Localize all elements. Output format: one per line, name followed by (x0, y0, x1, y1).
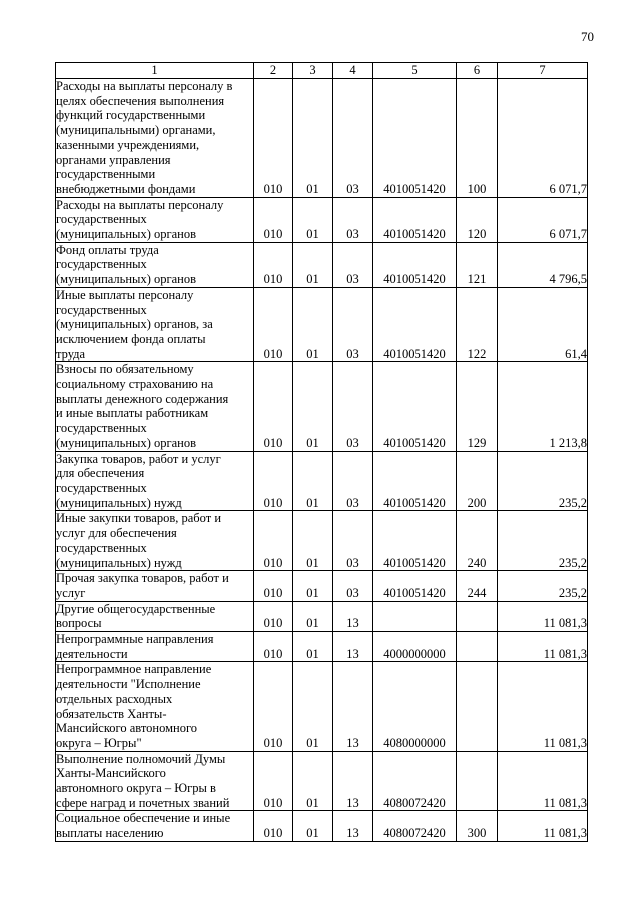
section-cell: 01 (293, 632, 333, 662)
table-row (56, 662, 588, 751)
row-label (56, 287, 254, 362)
subsection-cell: 13 (333, 632, 373, 662)
target-article-cell: 4010051420 (373, 362, 457, 451)
table-row (56, 197, 588, 242)
target-article-cell: 4080072420 (373, 751, 457, 811)
expense-type-cell: 120 (457, 197, 498, 242)
target-article-cell: 4080072420 (373, 811, 457, 841)
subsection-cell: 13 (333, 751, 373, 811)
row-label-line: (муниципальных) нужд (56, 495, 182, 510)
expense-type-cell: 122 (457, 287, 498, 362)
row-label (56, 451, 254, 511)
row-label-line: для обеспечения (56, 466, 145, 481)
row-label-line: Ханты-Мансийского (56, 766, 166, 781)
table-row (56, 511, 588, 571)
target-article-cell: 4010051420 (373, 79, 457, 198)
target-article-cell: 4000000000 (373, 632, 457, 662)
row-label-line: (муниципальных) органов (56, 227, 197, 242)
page-number: 70 (581, 29, 594, 44)
row-label-line: Прочая закупка товаров, работ и (56, 571, 229, 586)
section-cell: 01 (293, 287, 333, 362)
row-label-line: (муниципальных) органов, за (56, 317, 213, 332)
row-label-line: Непрограммные направления (56, 632, 214, 647)
row-label-line: выплаты денежного содержания (56, 391, 229, 406)
budget-table (55, 62, 588, 842)
amount-cell: 11 081,3 (498, 811, 588, 841)
code-cell: 010 (254, 451, 293, 511)
header-col-4: 4 (333, 63, 373, 79)
amount-cell: 11 081,3 (498, 662, 588, 751)
code-cell: 010 (254, 79, 293, 198)
row-label-line: функций государственными (56, 108, 206, 123)
row-label-line: Закупка товаров, работ и услуг (56, 451, 221, 466)
amount-cell: 11 081,3 (498, 751, 588, 811)
row-label (56, 197, 254, 242)
code-cell: 010 (254, 511, 293, 571)
expense-type-cell (457, 662, 498, 751)
code-cell: 010 (254, 811, 293, 841)
row-label-line: Иные закупки товаров, работ и (56, 511, 222, 526)
row-label-line: выплаты населению (56, 826, 164, 841)
target-article-cell: 4080000000 (373, 662, 457, 751)
table-row (56, 632, 588, 662)
row-label-line: государственными (56, 167, 156, 182)
row-label (56, 811, 254, 841)
target-article-cell: 4010051420 (373, 451, 457, 511)
row-label-line: Фонд оплаты труда (56, 242, 159, 257)
row-label-line: Расходы на выплаты персоналу (56, 197, 224, 212)
section-cell: 01 (293, 811, 333, 841)
header-col-3: 3 (293, 63, 333, 79)
section-cell: 01 (293, 751, 333, 811)
table-row (56, 287, 588, 362)
code-cell: 010 (254, 197, 293, 242)
section-cell: 01 (293, 571, 333, 601)
code-cell: 010 (254, 632, 293, 662)
row-label (56, 571, 254, 601)
table-row (56, 362, 588, 451)
expense-type-cell: 240 (457, 511, 498, 571)
row-label-line: отдельных расходных (56, 691, 173, 706)
table-row (56, 751, 588, 811)
code-cell: 010 (254, 601, 293, 631)
amount-cell: 235,2 (498, 571, 588, 601)
row-label-line: автономного округа – Югры в (56, 781, 216, 796)
row-label-line: государственных (56, 540, 147, 555)
row-label-line: Выполнение полномочий Думы (56, 751, 226, 766)
table-row (56, 601, 588, 631)
amount-cell: 235,2 (498, 451, 588, 511)
row-label-line: социальному страхованию на (56, 377, 214, 392)
subsection-cell: 03 (333, 79, 373, 198)
section-cell: 01 (293, 362, 333, 451)
subsection-cell: 03 (333, 571, 373, 601)
code-cell: 010 (254, 662, 293, 751)
row-label (56, 511, 254, 571)
row-label (56, 242, 254, 287)
header-col-5: 5 (373, 63, 457, 79)
amount-cell: 235,2 (498, 511, 588, 571)
header-col-6: 6 (457, 63, 498, 79)
row-label-line: целях обеспечения выполнения (56, 93, 225, 108)
row-label-line: внебюджетными фондами (56, 181, 196, 196)
row-label-line: Социальное обеспечение и иные (56, 811, 231, 826)
subsection-cell: 03 (333, 511, 373, 571)
code-cell: 010 (254, 242, 293, 287)
table-body (56, 79, 588, 842)
row-label-line: округа – Югры" (56, 735, 142, 750)
amount-cell: 6 071,7 (498, 197, 588, 242)
expense-type-cell: 129 (457, 362, 498, 451)
row-label (56, 751, 254, 811)
subsection-cell: 03 (333, 362, 373, 451)
expense-type-cell: 100 (457, 79, 498, 198)
code-cell: 010 (254, 571, 293, 601)
amount-cell: 1 213,8 (498, 362, 588, 451)
expense-type-cell (457, 632, 498, 662)
code-cell: 010 (254, 287, 293, 362)
row-label-line: Расходы на выплаты персоналу в (56, 79, 233, 93)
table-row (56, 571, 588, 601)
row-label-line: государственных (56, 480, 147, 495)
row-label-line: обязательств Ханты- (56, 706, 167, 721)
expense-type-cell: 200 (457, 451, 498, 511)
section-cell: 01 (293, 79, 333, 198)
section-cell: 01 (293, 601, 333, 631)
table-row (56, 242, 588, 287)
row-label-line: Непрограммное направление (56, 662, 212, 677)
target-article-cell: 4010051420 (373, 242, 457, 287)
header-col-1: 1 (56, 63, 254, 79)
row-label-line: казенными учреждениями, (56, 137, 200, 152)
subsection-cell: 13 (333, 601, 373, 631)
row-label-line: государственных (56, 302, 147, 317)
row-label-line: государственных (56, 257, 147, 272)
section-cell: 01 (293, 662, 333, 751)
amount-cell: 11 081,3 (498, 632, 588, 662)
row-label-line: Взносы по обязательному (56, 362, 194, 377)
subsection-cell: 03 (333, 197, 373, 242)
expense-type-cell (457, 601, 498, 631)
row-label (56, 601, 254, 631)
row-label-line: деятельности (56, 646, 128, 661)
row-label-line: (муниципальных) органов (56, 435, 197, 450)
section-cell: 01 (293, 197, 333, 242)
amount-cell: 11 081,3 (498, 601, 588, 631)
header-col-2: 2 (254, 63, 293, 79)
header-col-7: 7 (498, 63, 588, 79)
table-row (56, 79, 588, 198)
row-label-line: вопросы (56, 616, 102, 631)
row-label-line: услуг для обеспечения (56, 526, 177, 541)
target-article-cell: 4010051420 (373, 287, 457, 362)
row-label (56, 79, 254, 198)
expense-type-cell: 244 (457, 571, 498, 601)
section-cell: 01 (293, 451, 333, 511)
row-label (56, 662, 254, 751)
code-cell: 010 (254, 751, 293, 811)
expense-type-cell: 300 (457, 811, 498, 841)
expense-type-cell: 121 (457, 242, 498, 287)
section-cell: 01 (293, 242, 333, 287)
row-label-line: Иные выплаты персоналу (56, 287, 194, 302)
target-article-cell (373, 601, 457, 631)
row-label-line: деятельности "Исполнение (56, 677, 201, 692)
row-label (56, 362, 254, 451)
code-cell: 010 (254, 362, 293, 451)
row-label-line: труда (56, 346, 86, 361)
target-article-cell: 4010051420 (373, 511, 457, 571)
amount-cell: 4 796,5 (498, 242, 588, 287)
row-label-line: органами управления (56, 152, 171, 167)
row-label-line: государственных (56, 212, 147, 227)
target-article-cell: 4010051420 (373, 197, 457, 242)
subsection-cell: 03 (333, 451, 373, 511)
subsection-cell: 03 (333, 287, 373, 362)
row-label-line: Мансийского автономного (56, 721, 198, 736)
section-cell: 01 (293, 511, 333, 571)
subsection-cell: 03 (333, 242, 373, 287)
table-row (56, 451, 588, 511)
subsection-cell: 13 (333, 811, 373, 841)
row-label-line: (муниципальными) органами, (56, 123, 216, 138)
row-label-line: Другие общегосударственные (56, 601, 216, 616)
amount-cell: 6 071,7 (498, 79, 588, 198)
row-label (56, 632, 254, 662)
row-label-line: (муниципальных) органов (56, 272, 197, 287)
table-row (56, 811, 588, 841)
row-label-line: и иные выплаты работникам (56, 406, 209, 421)
row-label-line: (муниципальных) нужд (56, 555, 182, 570)
row-label-line: исключением фонда оплаты (56, 331, 206, 346)
row-label-line: услуг (56, 585, 86, 600)
expense-type-cell (457, 751, 498, 811)
header-row (56, 63, 588, 79)
amount-cell: 61,4 (498, 287, 588, 362)
row-label-line: сфере наград и почетных званий (56, 795, 230, 810)
target-article-cell: 4010051420 (373, 571, 457, 601)
row-label-line: государственных (56, 421, 147, 436)
subsection-cell: 13 (333, 662, 373, 751)
